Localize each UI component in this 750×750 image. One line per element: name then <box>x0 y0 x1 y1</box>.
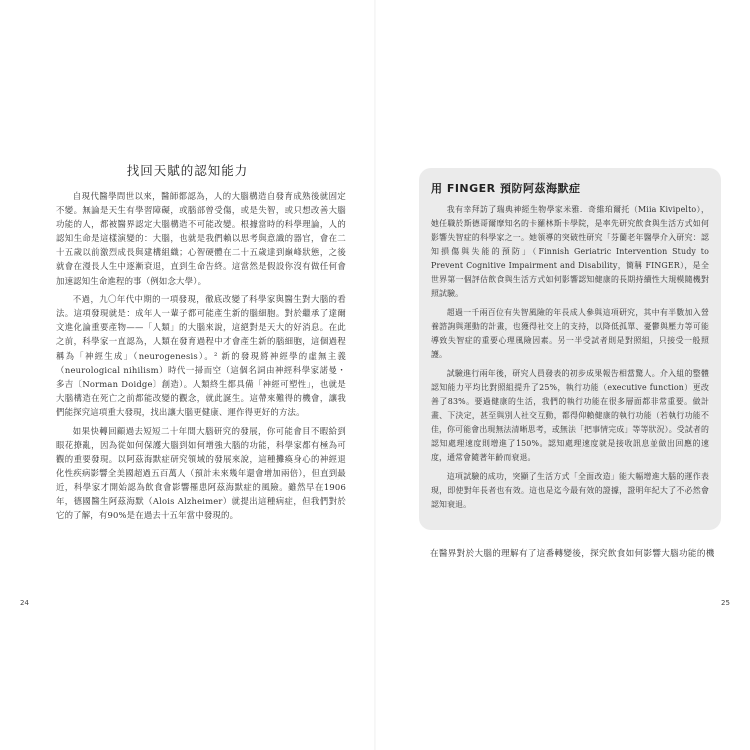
paragraph: 自現代醫學問世以來，醫師都認為，人的大腦構造自發育成熟後就固定不變。無論是天生有學習障礙，或腦部曾受傷，或是失智，或只想改善大腦功能的人，都被醫界認定大腦構造不可能改變。根據當時的科學理論，人的認知生命是這樣演變的：大腦，也就是我們賴以思考與意識的器官，會在二十五歲以前激烈成長與建構組織；心智硬體在二十五歲達到巔峰狀態，之後就會在漫長人生中逐漸衰退，直到生命告終。這當然是假設你沒有做任何會加速認知生命進程的事（例如念大學）。 <box>56 191 346 286</box>
sidebar-paragraph: 試驗進行兩年後，研究人員發表的初步成果報告相當驚人。介入組的整體認知能力平均比對照組提升了25%，執行功能（executive function）更改善了83%。要過健康的生活，我們的執行功能在很多層面都非常重要。做計畫、下決定，甚至與別人社交互動，都得仰賴健康的執行功能（若執行功能不佳，你可能會出現無法清晰思考，或無法「把事情完成」等等狀況）。受試者的認知處理速度則增進了150%。認知處理速度就是接收訊息並做出回應的速度，通常會隨著年齡而衰退。 <box>431 369 709 462</box>
sidebar-paragraph: 超過一千兩百位有失智風險的年長成人參與這項研究，其中有半數加入營養諮詢與運動的計畫，也獲得社交上的支持，以降低孤單、憂鬱與壓力等可能導致失智症的重要心理風險因素。另一半受試者則是對照組，只接受一般照護。 <box>431 308 709 359</box>
sidebar-paragraph: 這項試驗的成功，突顯了生活方式「全面改造」能大幅增進大腦的運作表現，即使對年長者也有效。這也是迄今最有效的證據，證明年紀大了不必然會認知衰退。 <box>431 472 709 509</box>
left-body-text <box>56 189 346 527</box>
section-title: 找回天賦的認知能力 <box>126 163 249 178</box>
paragraph: 如果快轉回顧過去短短二十年間大腦研究的發展，你可能會目不暇給到眼花撩亂，因為從如何保護大腦到如何增強大腦的功能，科學家都有極為可觀的重要發現。以阿茲海默症研究領域的發展來說，這種攤瘓身心的神經退化性疾病影響全美國超過五百萬人（預計未來幾年還會增加兩倍），但直到最近，科學家才開始認為飲食會影響罹患阿茲海默症的風險。雖然早在1906年，德國醫生阿茲海默（Alois Alzheimer）就提出這種病症，但我們對於它的了解，有90%是在過去十五年當中發現的。 <box>56 425 346 521</box>
right-page <box>375 0 750 750</box>
page-number-left: 24 <box>20 599 29 607</box>
continuation-text: 在醫界對於大腦的理解有了這番轉變後，探究飲食如何影響大腦功能的機 <box>430 549 715 559</box>
page-number-right: 25 <box>721 599 730 607</box>
sidebar-title: 用 FINGER 預防阿茲海默症 <box>431 182 581 195</box>
paragraph: 不過，九〇年代中期的一項發現，徹底改變了科學家與醫生對大腦的看法。這項發現就是：成年人一輩子都可能產生新的腦細胞。對於繼承了達爾文進化論重要產物——「人類」的大腦來說，這絕對是天大的好消息。在此之前，科學家一直認為，人類在發育過程中才會產生新的腦細胞，這個過程稱為「神經生成」（neurogenesis）。² 新的發現將神經學的虛無主義（neurological nihilism）時代一掃而空（這個名詞由神經科學家諾曼・多吉〔Norman Doidge〕創造）。人類終生都具備「神經可塑性」，也就是大腦構造在死亡之前都能改變的觀念，就此誕生。這帶來難得的機會，讓我們能探究這項重大發現，找出讓大腦更健康、運作得更好的方法。 <box>56 294 346 417</box>
sidebar-box <box>419 168 721 530</box>
sidebar-text <box>431 203 709 512</box>
sidebar-paragraph: 我有幸拜訪了瑞典神經生物學家米雅．奇維珀爾托（Miia Kivipelto），她任職於斯德哥爾摩知名的卡羅林斯卡學院，是率先研究飲食與生活方式如何影響失智症的科學家之一。她領導的突破性研究「芬蘭老年醫學介入研究：認知損傷與失能的預防」（Finnish Geriatric Intervention Study to Prevent Cognitive Impairment and Disability，簡稱 FINGER），是全世界第一個評估飲食與生活方式如何影響認知健康的長期持續性大規模隨機對照試驗。 <box>431 205 709 298</box>
